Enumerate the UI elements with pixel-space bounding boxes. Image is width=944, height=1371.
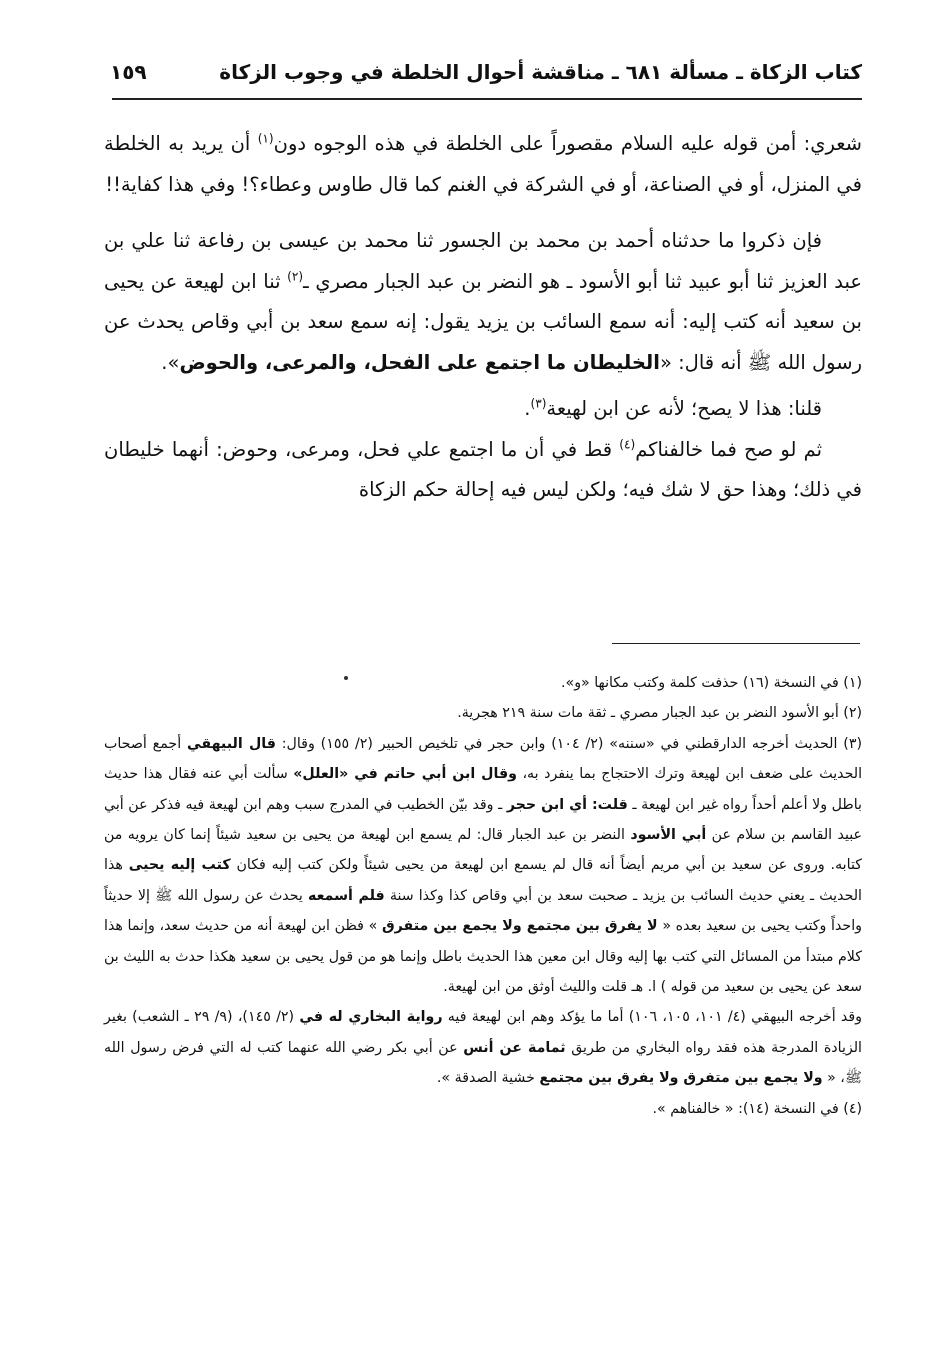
hadith-text: الخليطان ما اجتمع على الفحل، والمرعى، والحوض xyxy=(179,350,660,374)
footnote-3 xyxy=(104,729,862,1003)
text-run: » فظن ابن لهيعة أنه من حديث سعد، وإنما هذا كلام مبتدأ من المسائل التي كتب بها إليه وقال ابن معين هذا الحديث باطل وإنما هو من قول يحيى بن سعيد هكذا حدث به الليث بن سعد عن يحيى بن سعيد من قوله ) ا. هـ قلت والليث أوثق من ابن لهيعة. xyxy=(104,918,862,996)
bold-run: كتب إليه يحيى xyxy=(128,857,231,874)
footnote-ref[interactable]: (١) xyxy=(257,131,274,146)
footnote-2: (٢) أبو الأسود النضر بن عبد الجبار مصري ـ ثقة مات سنة ٢١٩ هجرية. xyxy=(457,705,862,722)
page-header xyxy=(110,52,862,92)
bold-run: وقال ابن أبي حاتم في «العلل» xyxy=(293,766,517,783)
paragraph xyxy=(104,430,862,511)
running-title: كتاب الزكاة ـ مسألة ٦٨١ ـ مناقشة أحوال الخلطة في وجوب الزكاة xyxy=(219,60,862,84)
header-rule xyxy=(112,98,862,100)
text-run: قط في أن ما اجتمع علي فحل، ومرعى، وحوض: أنهما خليطان في ذلك؛ وهذا حق لا شك فيه؛ ولكن ليس فيه إحالة حكم الزكاة xyxy=(104,437,862,501)
text-run: وقد أخرجه البيهقي (٤/ ١٠١، ١٠٥، ١٠٦) أما ما يؤكد وهم ابن لهيعة فيه xyxy=(442,1009,863,1026)
text-run: ثنا ابن لهيعة عن يحيى بن سعيد أنه كتب إليه: أنه سمع السائب بن يزيد يقول: إنه سمع سعد بن أبي وقاص يحدث عن رسول الله ﷺ أنه قال: « xyxy=(104,269,862,374)
footnote-separator xyxy=(612,643,860,644)
text-run: ». xyxy=(161,350,180,374)
text-run: (٣) الحديث أخرجه الدارقطني في «سننه» (٢/ ١٠٤) وابن حجر في تلخيص الحبير (٢/ ١٥٥) وقال: xyxy=(275,735,862,752)
text-run: . xyxy=(524,397,531,420)
text-run: عن أبي بكر رضي الله عنهما كتب له التي فرض رسول الله ﷺ، « xyxy=(104,1039,862,1087)
text-run: يحدث عن رسول الله ﷺ إلا حديثاً واحداً وكتب يحيى بن سعيد بعده « xyxy=(104,887,862,935)
footnote-ref[interactable]: (٣) xyxy=(530,396,547,411)
footnote-4: (٤) في النسخة (١٤): « خالفناهم ». xyxy=(652,1100,862,1117)
text-run: شعري: أمن قوله عليه السلام مقصوراً على الخلطة في هذه الوجوه دون xyxy=(273,132,862,155)
text-run: ثم لو صح فما خالفناكم xyxy=(635,437,822,461)
footnotes xyxy=(104,668,862,1124)
bold-run: قال البيهقي xyxy=(187,735,276,752)
footnote-ref[interactable]: (٢) xyxy=(287,269,304,283)
bold-run: أبي الأسود xyxy=(630,827,707,844)
bold-run: فلم أسمعه xyxy=(307,887,385,904)
paragraph xyxy=(104,389,862,430)
footnote-1: (١) في النسخة (١٦) حذفت كلمة وكتب مكانها «و». xyxy=(561,675,862,691)
text-run: قلنا: هذا لا يصح؛ لأنه عن ابن لهيعة xyxy=(546,397,822,420)
bold-run: ثمامة عن أنس xyxy=(463,1039,566,1056)
text-run: (٢/ ١٤٥)، (٩/ ٢٩ ـ الشعب) بغير الزيادة المدرجة هذه فقد رواه البخاري من طريق xyxy=(104,1009,862,1056)
paragraph xyxy=(104,124,862,205)
text-run: هذا الحديث ـ يعني حديث السائب بن يزيد ـ صحبت سعد بن أبي وقاص كذا وكذا سنة xyxy=(104,857,862,904)
text-run: النضر بن عبد الجبار قال: لم يسمع ابن لهيعة من يحيى بن سعيد شيئاً إنما كان يرويه من كتابه. وروى عن سعيد بن أبي مريم أيضاً أنه قال لم يسمع ابن لهيعة من يحيى شيئاً ولكن كتب إليه فكان xyxy=(104,827,862,874)
bold-run: قلت: أي ابن حجر xyxy=(506,796,628,813)
paragraph xyxy=(104,221,862,383)
text-run: أجمع أصحاب الحديث على ضعف ابن لهيعة وترك الاحتجاج بما ينفرد به، xyxy=(104,735,863,783)
text-run: أن يريد به الخلطة في المنزل، أو في الصناعة، أو في الشركة في الغنم كما قال طاوس وعطاء؟! وفي هذا كفاية!! xyxy=(104,132,862,196)
footnote-3-continuation xyxy=(104,1002,862,1093)
page-number: ١٥٩ xyxy=(110,60,147,84)
bold-run: لا يفرق بين مجتمع ولا يجمع بين متفرق xyxy=(381,918,658,935)
text-run: ـ وقد بيّن الخطيب في المدرج سبب وهم ابن لهيعة فيه فذكر عن أبي عبيد القاسم بن سلام عن xyxy=(104,796,862,844)
bold-run: رواية البخاري له في xyxy=(299,1009,443,1026)
bold-run: ولا يجمع بين متفرق ولا يفرق بين مجتمع xyxy=(539,1070,823,1087)
text-run: خشية الصدقة ». xyxy=(436,1070,540,1087)
text-run: فإن ذكروا ما حدثناه أحمد بن محمد بن الجسور ثنا محمد بن عيسى بن رفاعة ثنا علي بن عبد العزيز ثنا أبو عبيد ثنا أبو الأسود ـ هو النضر بن عبد الجبار مصري ـ xyxy=(104,229,862,293)
text-run: سألت أبي عنه فقال هذا حديث باطل ولا أعلم أحداً رواه غير ابن لهيعة ـ xyxy=(104,766,862,813)
main-text xyxy=(104,124,862,511)
footnote-ref[interactable]: (٤) xyxy=(619,437,636,451)
